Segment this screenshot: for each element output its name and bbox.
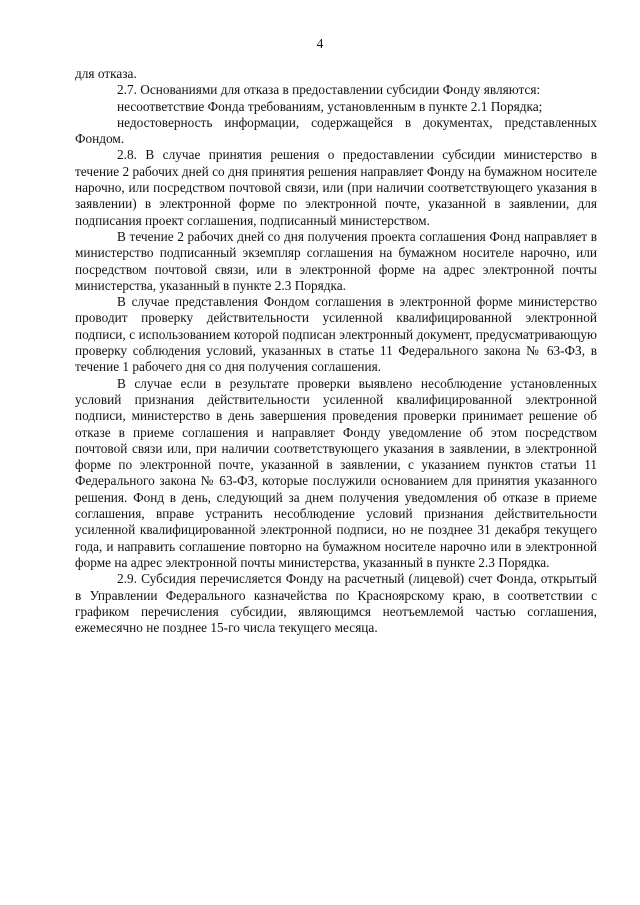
- document-body: [75, 66, 597, 636]
- paragraph-2-8: 2.8. В случае принятия решения о предоставлении субсидии министерство в течение 2 рабочих дней со дня принятия решения направляет Фонду на бумажном носителе нарочно, или посредством почтовой связи, или (при наличии соответствующего указания в заявлении) в электронной форме по электронной почте, указанной в заявлении, для подписания проект соглашения, подписанный министерством.: [75, 147, 597, 228]
- page-number: 4: [316, 36, 324, 51]
- paragraph-reason-2: недостоверность информации, содержащейся в документах, представленных Фондом.: [75, 114, 597, 147]
- paragraph-refusal: В случае если в результате проверки выявлено несоблюдение установленных условий признания действительности усиленной квалифицированной электронной подписи, министерство в день завершения проведения проверки принимает решение об отказе в приеме соглашения и направляет Фонду уведомление об этом посредством почтовой связи или, при наличии соответствующего указания в заявлении, в электронной форме по электронной почте, указанной в заявлении, с указанием пунктов статьи 11 Федерального закона № 63-ФЗ, которые послужили основанием для принятия указанного решения. Фонд в день, следующий за днем получения уведомления об отказе в приеме соглашения, вправе устранить несоблюдение условий признания действительности усиленной квалифицированной электронной подписи, но не позднее 31 декабря текущего года, и направить соглашение повторно на бумажном носителе нарочно или в электронной форме на адрес электронной почты министерства, указанный в пункте 2.3 Порядка.: [75, 375, 597, 570]
- paragraph-2-7: 2.7. Основаниями для отказа в предоставлении субсидии Фонду являются:: [117, 82, 541, 98]
- paragraph-signed-copy: В течение 2 рабочих дней со дня получения проекта соглашения Фонд направляет в министерство подписанный экземпляр соглашения на бумажном носителе нарочно, или посредством почтовой связи, или в электронной форме на адрес электронной почты министерства, указанный в пункте 2.3 Порядка.: [75, 228, 597, 293]
- paragraph-2-9: 2.9. Субсидия перечисляется Фонду на расчетный (лицевой) счет Фонда, открытый в Управлении Федерального казначейства по Красноярскому краю, в соответствии с графиком перечисления субсидии, являющимся неотъемлемой частью соглашения, ежемесячно не позднее 15-го числа текущего месяца.: [75, 571, 597, 636]
- paragraph-reason-1: несоответствие Фонда требованиям, установленным в пункте 2.1 Порядка;: [117, 98, 543, 114]
- paragraph-continuation: для отказа.: [75, 66, 137, 81]
- paragraph-signature-check: В случае представления Фондом соглашения в электронной форме министерство проводит проверку действительности усиленной квалифицированной электронной подписи, с использованием которой подписан электронный документ, предусматривающую проверку соблюдения условий, указанных в статье 11 Федерального закона № 63-ФЗ, в течение 1 рабочего дня со дня получения соглашения.: [75, 294, 597, 375]
